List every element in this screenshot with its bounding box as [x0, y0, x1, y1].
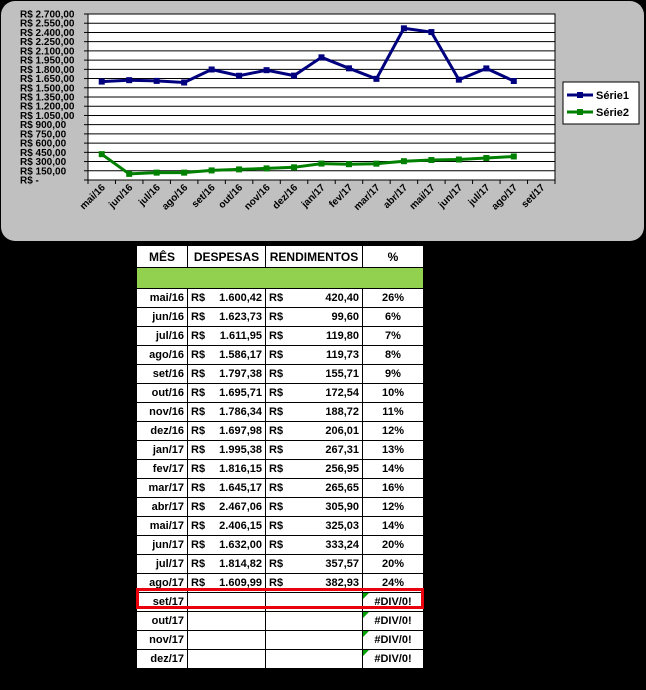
cell-pct[interactable] [363, 365, 424, 384]
cell-despesas[interactable] [188, 650, 266, 669]
cell-rendimentos[interactable] [266, 365, 363, 384]
data-point [373, 161, 379, 167]
cell-despesas[interactable] [188, 460, 266, 479]
rendimentos-value: 325,03 [325, 520, 359, 532]
x-tick-label: mar/17 [351, 182, 383, 213]
cell-month[interactable]: ago/16 [137, 346, 188, 365]
x-tick-label: nov/16 [242, 182, 273, 213]
cell-pct[interactable] [363, 650, 424, 669]
currency-symbol: R$ [269, 330, 284, 342]
cell-month[interactable]: ago/17 [137, 574, 188, 593]
y-tick-label: R$ 1.650,00 [20, 74, 75, 86]
data-point [346, 65, 352, 71]
cell-pct[interactable] [363, 555, 424, 574]
cell-month[interactable]: abr/17 [137, 498, 188, 517]
rendimentos-value: 333,24 [325, 539, 359, 551]
data-point [99, 151, 105, 157]
table-row [137, 346, 424, 365]
pct-value: 6% [385, 311, 401, 323]
table-row [137, 441, 424, 460]
y-tick-label: R$ 300,00 [20, 157, 67, 169]
y-tick-label: R$ 1.500,00 [20, 83, 75, 95]
cell-despesas[interactable] [188, 308, 266, 327]
rendimentos-value: 119,80 [325, 330, 359, 342]
pct-value: 20% [381, 539, 405, 551]
rendimentos-value: 206,01 [325, 425, 359, 437]
cell-rendimentos[interactable] [266, 403, 363, 422]
despesas-value: 1.697,98 [219, 425, 262, 437]
header-pct: % [363, 246, 424, 268]
despesas-value: 1.611,95 [219, 330, 262, 342]
table-row [137, 555, 424, 574]
legend-marker [577, 92, 583, 98]
table-row [137, 422, 424, 441]
table-row [137, 612, 424, 631]
rendimentos-value: 420,40 [325, 292, 359, 304]
cell-pct[interactable] [363, 346, 424, 365]
pct-value: 10% [381, 387, 405, 399]
currency-symbol: R$ [269, 444, 284, 456]
currency-symbol: R$ [191, 558, 206, 570]
error-flag-icon [363, 612, 369, 618]
data-point [209, 66, 215, 72]
data-point [511, 153, 517, 159]
pct-value: #DIV/0! [374, 653, 412, 665]
data-point [154, 78, 160, 84]
cell-despesas[interactable] [188, 479, 266, 498]
y-tick-label: R$ 2.700,00 [20, 9, 75, 21]
pct-value: 9% [385, 368, 401, 380]
currency-symbol: R$ [191, 387, 206, 399]
data-point [126, 171, 132, 177]
cell-rendimentos[interactable] [266, 536, 363, 555]
cell-pct[interactable] [363, 479, 424, 498]
cell-pct[interactable] [363, 574, 424, 593]
rendimentos-value: 155,71 [325, 368, 359, 380]
table-row [137, 536, 424, 555]
error-flag-icon [363, 631, 369, 637]
currency-symbol: R$ [191, 311, 206, 323]
legend-label: Série2 [596, 107, 630, 119]
x-tick-label: ago/16 [160, 182, 191, 213]
table-row [137, 327, 424, 346]
x-tick-label: mai/16 [78, 182, 108, 213]
cell-month[interactable]: jun/16 [137, 308, 188, 327]
despesas-value: 1.695,71 [219, 387, 262, 399]
x-tick-label: dez/16 [270, 182, 301, 212]
cell-month[interactable]: fev/17 [137, 460, 188, 479]
y-tick-label: R$ 2.550,00 [20, 18, 75, 30]
despesas-value: 1.609,99 [219, 577, 262, 589]
cell-rendimentos[interactable] [266, 498, 363, 517]
despesas-value: 1.600,42 [219, 292, 262, 304]
cell-month[interactable]: out/17 [137, 612, 188, 631]
y-tick-label: R$ 1.050,00 [20, 110, 75, 122]
legend-marker [577, 109, 583, 115]
data-point [319, 54, 325, 60]
y-tick-label: R$ 1.200,00 [20, 101, 75, 113]
rendimentos-value: 382,93 [325, 577, 359, 589]
error-flag-icon [363, 593, 369, 599]
currency-symbol: R$ [191, 444, 206, 456]
cell-month[interactable]: mai/17 [137, 517, 188, 536]
data-point [346, 161, 352, 167]
cell-despesas[interactable] [188, 498, 266, 517]
table-row [137, 460, 424, 479]
x-tick-label: ago/17 [489, 182, 520, 213]
currency-symbol: R$ [191, 425, 206, 437]
x-tick-label: jun/16 [107, 182, 136, 211]
table-row [137, 631, 424, 650]
pct-value: #DIV/0! [374, 615, 412, 627]
currency-symbol: R$ [269, 368, 284, 380]
chart-svg [0, 0, 646, 243]
currency-symbol: R$ [269, 425, 284, 437]
data-point [428, 29, 434, 35]
cell-despesas[interactable] [188, 403, 266, 422]
line-chart[interactable] [0, 0, 646, 243]
cell-rendimentos[interactable] [266, 574, 363, 593]
legend-label: Série1 [596, 90, 630, 102]
header-despesas: DESPESAS [188, 246, 266, 268]
cell-rendimentos[interactable] [266, 612, 363, 631]
cell-despesas[interactable] [188, 612, 266, 631]
data-table [136, 245, 424, 669]
data-point [401, 158, 407, 164]
rendimentos-value: 99,60 [331, 311, 359, 323]
cell-month[interactable]: mar/17 [137, 479, 188, 498]
cell-pct[interactable] [363, 631, 424, 650]
currency-symbol: R$ [191, 406, 206, 418]
y-tick-label: R$ 1.800,00 [20, 64, 75, 76]
cell-pct[interactable] [363, 536, 424, 555]
currency-symbol: R$ [269, 482, 284, 494]
despesas-value: 2.406,15 [219, 520, 262, 532]
cell-despesas[interactable] [188, 555, 266, 574]
cell-despesas[interactable] [188, 517, 266, 536]
currency-symbol: R$ [191, 482, 206, 494]
pct-value: 8% [385, 349, 401, 361]
x-tick-label: set/16 [189, 182, 218, 211]
pct-value: 12% [381, 425, 405, 437]
data-point [99, 79, 105, 85]
despesas-value: 1.645,17 [219, 482, 262, 494]
data-point [236, 166, 242, 172]
cell-month[interactable]: jun/17 [137, 536, 188, 555]
despesas-value: 2.467,06 [219, 501, 262, 513]
table-row [137, 308, 424, 327]
cell-pct[interactable] [363, 498, 424, 517]
data-point [126, 77, 132, 83]
pct-value: 16% [381, 482, 405, 494]
cell-month[interactable]: jul/17 [137, 555, 188, 574]
despesas-value: 1.786,34 [219, 406, 262, 418]
rendimentos-value: 188,72 [325, 406, 359, 418]
cell-despesas[interactable] [188, 289, 266, 308]
y-tick-label: R$ 900,00 [20, 120, 67, 132]
data-point [291, 164, 297, 170]
table-row [137, 479, 424, 498]
data-point [181, 79, 187, 85]
currency-symbol: R$ [191, 520, 206, 532]
currency-symbol: R$ [269, 311, 284, 323]
y-tick-label: R$ 600,00 [20, 138, 67, 150]
rendimentos-value: 357,57 [325, 558, 359, 570]
table-row [137, 403, 424, 422]
despesas-value: 1.586,17 [219, 349, 262, 361]
currency-symbol: R$ [191, 501, 206, 513]
pct-value: 24% [381, 577, 405, 589]
currency-symbol: R$ [191, 292, 206, 304]
y-tick-label: R$ 1.950,00 [20, 55, 75, 67]
table-row [137, 365, 424, 384]
pct-value: 7% [385, 330, 401, 342]
cell-month[interactable]: jan/17 [137, 441, 188, 460]
x-tick-label: out/16 [216, 182, 246, 211]
cell-month[interactable]: jul/16 [137, 327, 188, 346]
cell-pct[interactable] [363, 612, 424, 631]
currency-symbol: R$ [191, 539, 206, 551]
data-point [456, 77, 462, 83]
currency-symbol: R$ [191, 577, 206, 589]
cell-pct[interactable] [363, 593, 424, 612]
error-flag-icon [363, 650, 369, 656]
currency-symbol: R$ [269, 387, 284, 399]
cell-despesas[interactable] [188, 346, 266, 365]
cell-pct[interactable] [363, 308, 424, 327]
header-rendimentos: RENDIMENTOS [266, 246, 363, 268]
cell-despesas[interactable] [188, 574, 266, 593]
rendimentos-value: 172,54 [325, 387, 359, 399]
cell-rendimentos[interactable] [266, 346, 363, 365]
despesas-value: 1.995,38 [219, 444, 262, 456]
cell-despesas[interactable] [188, 365, 266, 384]
despesas-value: 1.816,15 [219, 463, 262, 475]
pct-value: 13% [381, 444, 405, 456]
cell-rendimentos[interactable] [266, 460, 363, 479]
data-point [456, 157, 462, 163]
cell-rendimentos[interactable] [266, 441, 363, 460]
data-point [483, 155, 489, 161]
cell-month[interactable]: set/17 [137, 593, 188, 612]
cell-rendimentos[interactable] [266, 384, 363, 403]
cell-rendimentos[interactable] [266, 289, 363, 308]
cell-rendimentos[interactable] [266, 631, 363, 650]
currency-symbol: R$ [269, 577, 284, 589]
currency-symbol: R$ [269, 501, 284, 513]
cell-despesas[interactable] [188, 422, 266, 441]
currency-symbol: R$ [191, 330, 206, 342]
x-tick-label: mai/17 [407, 182, 438, 213]
cell-pct[interactable] [363, 384, 424, 403]
currency-symbol: R$ [269, 539, 284, 551]
cell-rendimentos[interactable] [266, 517, 363, 536]
table-row [137, 650, 424, 669]
despesas-value: 1.797,38 [219, 368, 262, 380]
rendimentos-value: 267,31 [325, 444, 359, 456]
rendimentos-value: 256,95 [325, 463, 359, 475]
currency-symbol: R$ [269, 406, 284, 418]
y-tick-label: R$ 2.100,00 [20, 46, 75, 58]
data-point [319, 161, 325, 167]
x-tick-label: jul/16 [136, 182, 163, 209]
cell-despesas[interactable] [188, 536, 266, 555]
cell-month[interactable]: set/16 [137, 365, 188, 384]
pct-value: 11% [382, 406, 404, 418]
x-tick-label: fev/17 [327, 182, 356, 211]
y-tick-label: R$ 750,00 [20, 129, 67, 141]
data-point [373, 76, 379, 82]
cell-despesas[interactable] [188, 631, 266, 650]
legend [563, 82, 639, 124]
y-tick-label: R$ 1.350,00 [20, 92, 75, 104]
data-point [264, 165, 270, 171]
cell-month[interactable]: out/16 [137, 384, 188, 403]
y-tick-label: R$ 2.250,00 [20, 37, 75, 49]
cell-despesas[interactable] [188, 384, 266, 403]
cell-despesas[interactable] [188, 327, 266, 346]
x-tick-label: jan/17 [299, 182, 328, 211]
despesas-value: 1.814,82 [219, 558, 262, 570]
currency-symbol: R$ [191, 368, 206, 380]
data-point [264, 67, 270, 73]
cell-rendimentos[interactable] [266, 593, 363, 612]
pct-value: 26% [381, 292, 405, 304]
despesas-value: 1.632,00 [219, 539, 262, 551]
cell-pct[interactable] [363, 460, 424, 479]
rendimentos-value: 305,90 [325, 501, 359, 513]
data-point [209, 167, 215, 173]
cell-rendimentos[interactable] [266, 422, 363, 441]
data-point [401, 25, 407, 31]
y-tick-label: R$ 150,00 [20, 166, 67, 178]
cell-rendimentos[interactable] [266, 327, 363, 346]
table-row [137, 498, 424, 517]
rendimentos-value: 119,73 [325, 349, 359, 361]
table-row [137, 384, 424, 403]
table-header-row [137, 246, 424, 268]
data-point [511, 78, 517, 84]
pct-value: 14% [381, 463, 405, 475]
cell-rendimentos[interactable] [266, 650, 363, 669]
x-tick-label: set/17 [519, 182, 548, 211]
currency-symbol: R$ [269, 349, 284, 361]
cell-rendimentos[interactable] [266, 308, 363, 327]
data-point [181, 170, 187, 176]
table-row [137, 517, 424, 536]
cell-month[interactable]: nov/16 [137, 403, 188, 422]
despesas-value: 1.623,73 [219, 311, 262, 323]
y-tick-label: R$ 450,00 [20, 147, 67, 159]
data-point [428, 157, 434, 163]
cell-pct[interactable] [363, 327, 424, 346]
cell-despesas[interactable] [188, 441, 266, 460]
x-tick-label: jun/17 [436, 182, 465, 211]
cell-month[interactable]: dez/17 [137, 650, 188, 669]
cell-pct[interactable] [363, 422, 424, 441]
cell-month[interactable]: dez/16 [137, 422, 188, 441]
pct-value: 20% [381, 558, 405, 570]
currency-symbol: R$ [269, 463, 284, 475]
cell-month[interactable]: nov/17 [137, 631, 188, 650]
table-row-highlighted [137, 574, 424, 593]
green-band-cell [137, 268, 424, 289]
pct-value: #DIV/0! [374, 596, 412, 608]
currency-symbol: R$ [191, 463, 206, 475]
currency-symbol: R$ [269, 520, 284, 532]
y-tick-label: R$ - [20, 175, 39, 187]
data-point [291, 73, 297, 79]
cell-month[interactable]: mai/16 [137, 289, 188, 308]
data-point [483, 65, 489, 71]
currency-symbol: R$ [269, 292, 284, 304]
x-tick-label: jul/17 [466, 182, 493, 209]
cell-pct[interactable] [363, 403, 424, 422]
pct-value: 12% [381, 501, 405, 513]
data-point [154, 170, 160, 176]
cell-pct[interactable] [363, 441, 424, 460]
y-tick-label: R$ 2.400,00 [20, 27, 75, 39]
pct-value: 14% [381, 520, 405, 532]
header-month: MÊS [137, 246, 188, 268]
table-row [137, 593, 424, 612]
table-row [137, 289, 424, 308]
currency-symbol: R$ [191, 349, 206, 361]
rendimentos-value: 265,65 [325, 482, 359, 494]
cell-rendimentos[interactable] [266, 555, 363, 574]
pct-value: #DIV/0! [374, 634, 412, 646]
cell-despesas[interactable] [188, 593, 266, 612]
cell-pct[interactable] [363, 289, 424, 308]
cell-pct[interactable] [363, 517, 424, 536]
data-point [236, 73, 242, 79]
currency-symbol: R$ [269, 558, 284, 570]
cell-rendimentos[interactable] [266, 479, 363, 498]
x-tick-label: abr/17 [381, 182, 411, 211]
green-band-row [137, 268, 424, 289]
